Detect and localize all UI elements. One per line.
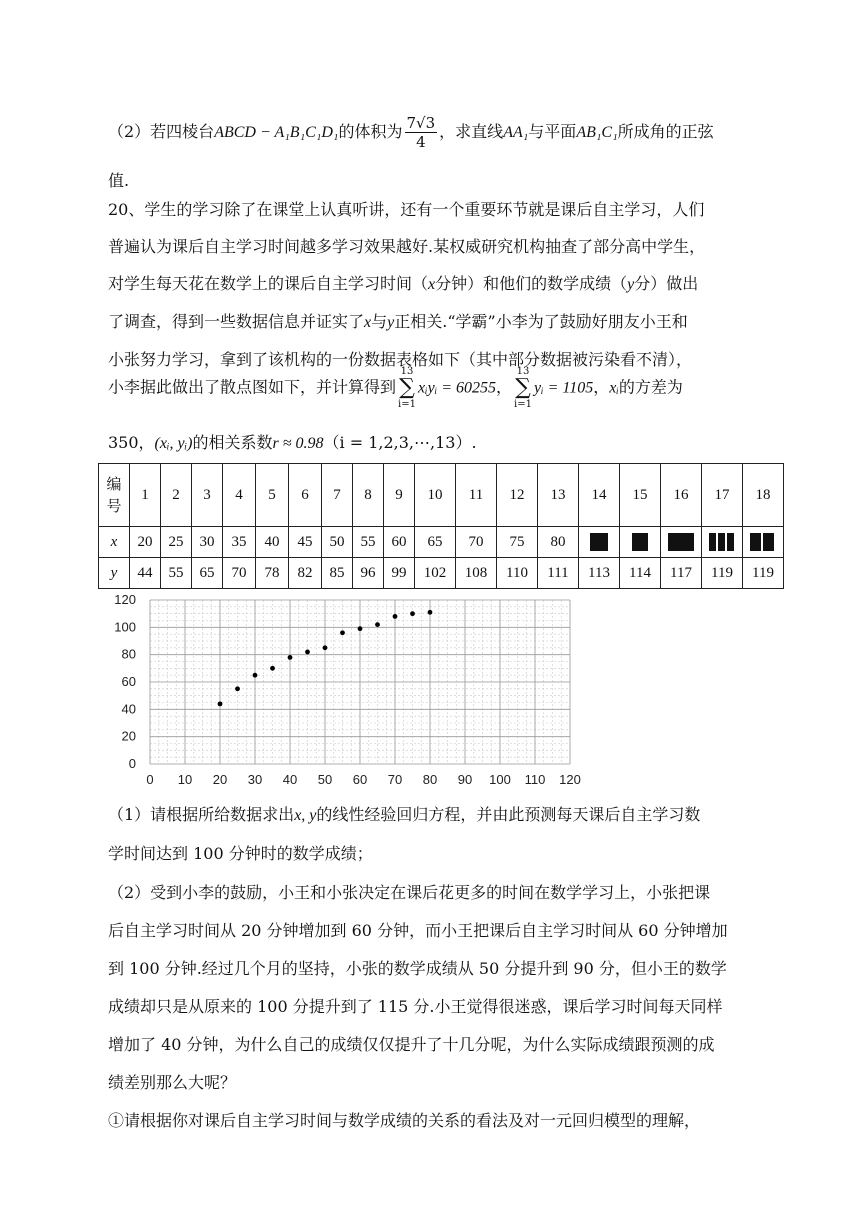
id-cell: 7	[322, 464, 353, 527]
var-y: y	[627, 276, 635, 293]
id-cell: 5	[256, 464, 289, 527]
var-x: x	[428, 276, 436, 293]
sum1-upper: 13	[400, 366, 414, 377]
part2-line2: 后自主学习时间从 20 分钟增加到 60 分钟，而小王把课后自主学习时间从 60 分钟增加	[108, 921, 728, 940]
data-table	[98, 463, 784, 589]
y-cell: 82	[289, 558, 322, 589]
part2-line3: 到 100 分钟.经过几个月的坚持，小张的数学成绩从 50 分提升到 90 分，但小王的数学	[108, 959, 727, 978]
x-cell: 25	[161, 527, 192, 558]
x-cell: 35	[223, 527, 256, 558]
part2-line5: 增加了 40 分钟，为什么自己的成绩仅仅提升了十几分呢，为什么实际成绩跟预测的成	[108, 1035, 715, 1054]
data-point	[235, 686, 240, 691]
id-cell: 4	[223, 464, 256, 527]
ink-blot	[632, 533, 648, 551]
x-tick-label: 70	[387, 772, 403, 787]
id-cell: 15	[620, 464, 661, 527]
q19-lead: （2）若四棱台	[108, 122, 215, 141]
q20-line5: 小张努力学习，拿到了该机构的一份数据表格如下（其中部分数据被污染看不清），	[108, 350, 693, 369]
scatter-plot	[98, 592, 581, 792]
q20-corr	[108, 424, 758, 463]
q20-intro	[108, 191, 758, 378]
y-cell: 78	[256, 558, 289, 589]
x-tick-label: 100	[489, 772, 511, 787]
variance-text: 的方差为	[618, 377, 683, 397]
line-name: AA₁	[503, 124, 529, 141]
data-point	[253, 673, 258, 678]
x-cell: 60	[384, 527, 415, 558]
fraction-numerator: 7√3	[406, 114, 436, 132]
y-cell: 111	[538, 558, 579, 589]
x-cell: 80	[538, 527, 579, 558]
part1-a: （1）请根据所给数据求出	[108, 805, 295, 824]
q20-line4c: 与	[371, 312, 388, 331]
sum-symbol-1: 13 ∑ i=1	[398, 366, 416, 410]
pair-xy: (xᵢ, yᵢ)	[154, 435, 193, 452]
id-cell: 17	[702, 464, 743, 527]
sum1-lower: i=1	[398, 399, 416, 410]
y-tick-label: 40	[121, 701, 136, 717]
x-tick-label: 120	[559, 772, 581, 787]
sum1-expression: xᵢyᵢ = 60255	[417, 379, 497, 397]
q20-line4e: 正相关.“学霸”小李为了鼓励好朋友小王和	[394, 312, 688, 331]
x-row	[99, 527, 784, 558]
y-tick-label: 100	[114, 619, 136, 635]
q20-line4a: 了调查，得到一些数据信息并证实了	[108, 312, 365, 331]
data-point	[323, 645, 328, 650]
x-tick-label: 80	[422, 772, 438, 787]
corr-value: r ≈ 0.98	[272, 435, 324, 452]
x-cell-obscured	[661, 527, 702, 558]
id-cell: 2	[161, 464, 192, 527]
x-tick-label: 90	[457, 772, 473, 787]
corr-text: 的相关系数	[192, 433, 273, 452]
separator: ，	[496, 377, 513, 397]
data-point	[270, 666, 275, 671]
sum2-upper: 13	[516, 366, 530, 377]
x-tick-label: 20	[212, 772, 228, 787]
y-cell: 102	[415, 558, 456, 589]
x-cell: 40	[256, 527, 289, 558]
data-point	[358, 626, 363, 631]
sum-symbol-2: 13 ∑ i=1	[514, 366, 532, 410]
y-cell: 119	[743, 558, 784, 589]
x-tick-label: 0	[146, 772, 154, 787]
q20-line3a: 对学生每天花在数学上的课后自主学习时间（	[108, 274, 429, 293]
id-header-char1: 编	[106, 475, 122, 493]
x-cell: 20	[130, 527, 161, 558]
ink-blot	[709, 533, 735, 551]
y-cell: 113	[579, 558, 620, 589]
q20-line2: 普遍认为课后自主学习时间越多学习效果越好.某权威研究机构抽查了部分高中学生，	[108, 237, 706, 256]
var-y-2: y	[387, 314, 395, 331]
x-cell: 75	[497, 527, 538, 558]
q20-sums	[108, 366, 758, 410]
id-cell: 11	[456, 464, 497, 527]
sum2-lower: i=1	[514, 399, 532, 410]
ink-blot	[590, 533, 608, 551]
data-point	[375, 622, 380, 627]
y-cell: 110	[497, 558, 538, 589]
q20-part2	[108, 874, 758, 1140]
y-cell: 70	[223, 558, 256, 589]
ink-blot	[750, 533, 776, 551]
id-cell: 16	[661, 464, 702, 527]
data-point	[410, 611, 415, 616]
ask-text: ，求直线	[439, 122, 504, 141]
id-cell: 3	[192, 464, 223, 527]
x-cell: 65	[415, 527, 456, 558]
q20-line3c: 分钟）和他们的数学成绩（	[435, 274, 628, 293]
id-header-char2: 号	[106, 497, 122, 515]
x-cell: 70	[456, 527, 497, 558]
volume-fraction	[405, 114, 438, 151]
x-tick-label: 110	[524, 772, 546, 787]
y-tick-label: 120	[114, 592, 136, 607]
y-tick-label: 80	[121, 646, 136, 662]
part1-d: 学时间达到 100 分钟时的数学成绩；	[108, 844, 373, 863]
data-point	[428, 610, 433, 615]
x-tick-label: 60	[352, 772, 368, 787]
x-tick-label: 30	[247, 772, 263, 787]
data-point	[305, 650, 310, 655]
q20-line1: 20、学生的学习除了在课堂上认真听讲，还有一个重要环节就是课后自主学习，人们	[108, 200, 705, 219]
y-cell: 108	[456, 558, 497, 589]
id-cell: 12	[497, 464, 538, 527]
x-cell-obscured	[620, 527, 661, 558]
x-row-label: x	[99, 527, 130, 558]
x-tick-label: 40	[282, 772, 298, 787]
separator-2: ，	[593, 377, 610, 397]
id-cell: 10	[415, 464, 456, 527]
fraction-denominator: 4	[416, 133, 426, 151]
id-cell: 8	[353, 464, 384, 527]
y-cell: 85	[322, 558, 353, 589]
variance-value: 350，	[108, 433, 155, 452]
x-cell: 55	[353, 527, 384, 558]
q19-part2	[108, 113, 758, 152]
y-cell: 55	[161, 558, 192, 589]
var-xi: xᵢ	[609, 379, 619, 397]
q20-part1	[108, 796, 758, 873]
frustum-name: ABCD − A₁B₁C₁D₁	[214, 124, 339, 141]
sum2-expression: yᵢ = 1105	[534, 379, 594, 397]
ask-text-4: 值.	[108, 171, 130, 190]
id-cell: 18	[743, 464, 784, 527]
part2-line4: 成绩却只是从原来的 100 分提升到了 115 分.小王觉得很迷惑，课后学习时间每天同样	[108, 997, 723, 1016]
y-cell: 117	[661, 558, 702, 589]
y-tick-label: 0	[128, 756, 136, 771]
x-tick-label: 10	[177, 772, 193, 787]
x-cell-obscured	[702, 527, 743, 558]
part1-vars: x, y	[294, 807, 317, 824]
part1-c: 的线性经验回归方程，并由此预测每天课后自主学习数	[316, 805, 701, 824]
id-row	[99, 464, 784, 527]
x-cell-obscured	[579, 527, 620, 558]
var-x-2: x	[364, 314, 372, 331]
index-range: （i = 1,2,3,⋯,13）.	[323, 433, 477, 452]
data-point	[340, 630, 345, 635]
x-cell: 45	[289, 527, 322, 558]
y-row	[99, 558, 784, 589]
part2-line7: ①请根据你对课后自主学习时间与数学成绩的关系的看法及对一元回归模型的理解，	[108, 1111, 701, 1130]
id-cell: 13	[538, 464, 579, 527]
id-cell: 1	[130, 464, 161, 527]
y-row-label: y	[99, 558, 130, 589]
id-cell: 9	[384, 464, 415, 527]
y-cell: 114	[620, 558, 661, 589]
y-cell: 119	[702, 558, 743, 589]
x-cell: 50	[322, 527, 353, 558]
q20-line3e: 分）做出	[634, 274, 699, 293]
y-cell: 44	[130, 558, 161, 589]
volume-text: 的体积为	[338, 122, 403, 141]
y-tick-label: 20	[121, 728, 136, 744]
id-cell: 6	[289, 464, 322, 527]
part2-line6: 绩差别那么大呢？	[108, 1073, 237, 1092]
q20-line6a: 小李据此做出了散点图如下，并计算得到	[108, 377, 397, 397]
ink-blot	[668, 533, 694, 551]
plane-name: AB₁C₁	[576, 124, 618, 141]
id-header	[99, 464, 130, 527]
x-tick-label: 50	[317, 772, 333, 787]
x-cell: 30	[192, 527, 223, 558]
y-cell: 96	[353, 558, 384, 589]
y-cell: 99	[384, 558, 415, 589]
x-cell-obscured	[743, 527, 784, 558]
data-point	[288, 655, 293, 660]
data-point	[218, 701, 223, 706]
ask-text-3: 所成角的正弦	[617, 122, 714, 141]
part2-line1: （2）受到小李的鼓励，小王和小张决定在课后花更多的时间在数学学习上，小张把课	[108, 883, 711, 902]
y-cell: 65	[192, 558, 223, 589]
y-tick-label: 60	[121, 674, 136, 689]
ask-text-2: 与平面	[528, 122, 577, 141]
data-point	[393, 614, 398, 619]
id-cell: 14	[579, 464, 620, 527]
